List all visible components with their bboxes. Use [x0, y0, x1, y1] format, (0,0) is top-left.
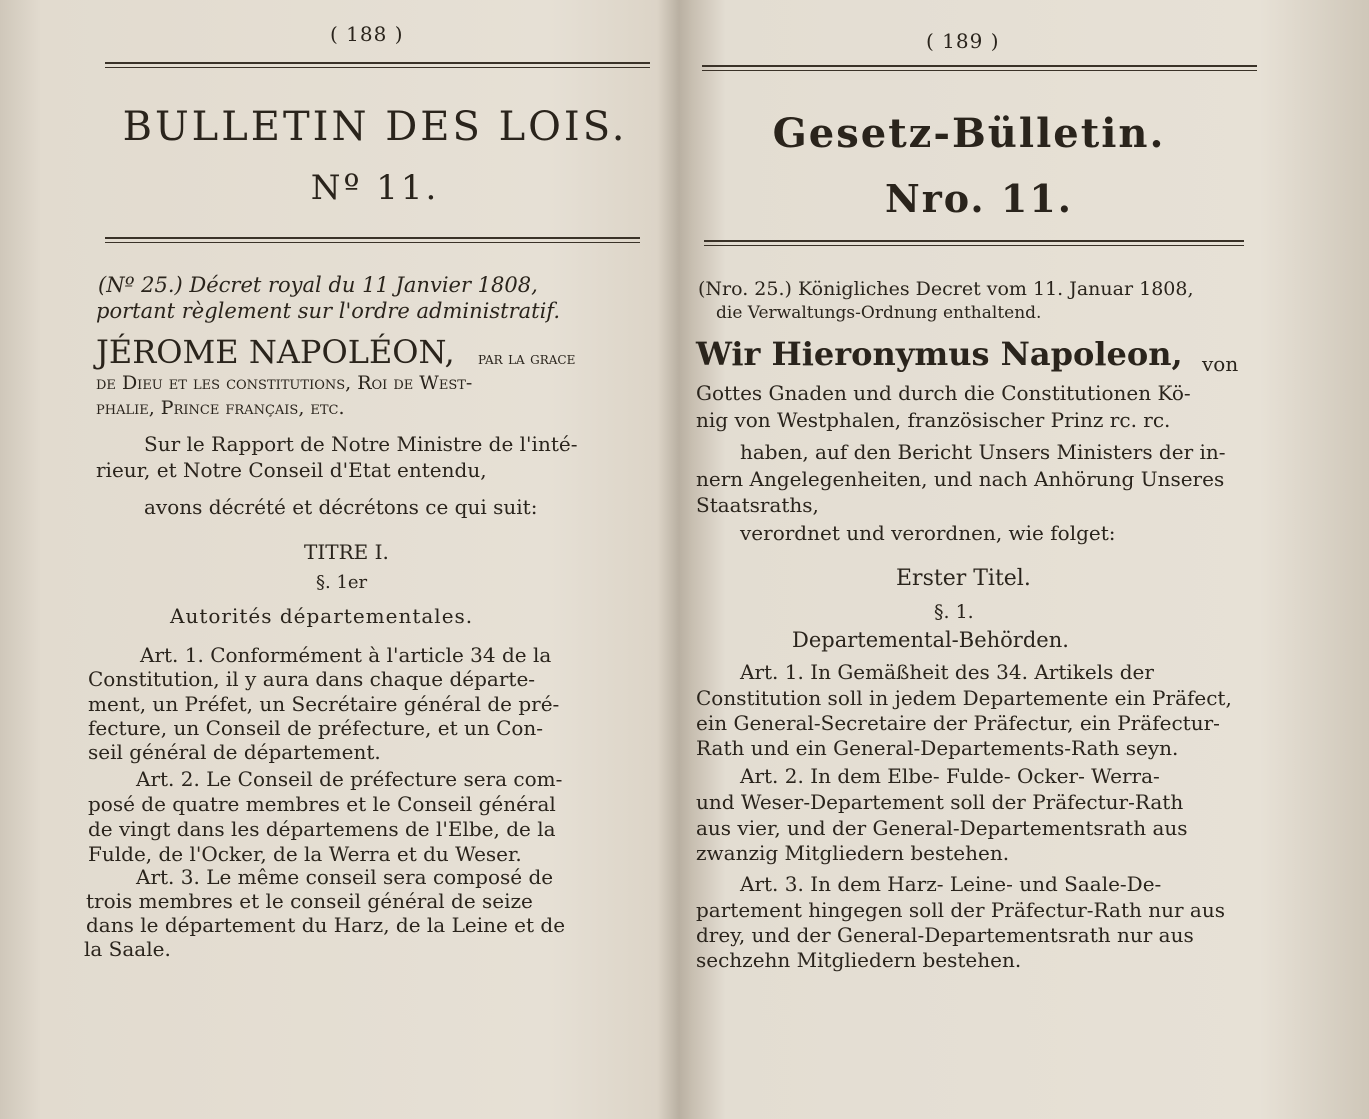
right-name: Wir Hieronymus Napoleon, — [696, 335, 1183, 373]
right-name-rest-1: von — [1202, 352, 1239, 376]
left-body-2: Constitution, il y aura dans chaque départe- — [88, 667, 536, 691]
right-mid-rule — [704, 240, 1244, 246]
left-body-5: seil général de département. — [88, 740, 381, 764]
left-page — [0, 0, 680, 1119]
left-decree-header-2: portant règlement sur l'ordre administratif. — [96, 299, 560, 323]
right-page — [684, 0, 1369, 1119]
left-name-rest-3: phalie, Prince français, etc. — [96, 397, 345, 419]
left-body-7: posé de quatre membres et le Conseil général — [88, 792, 556, 816]
left-body-1: Art. 1. Conformément à l'article 34 de la — [140, 643, 552, 667]
right-body-8: zwanzig Mitgliedern bestehen. — [696, 841, 1010, 865]
left-body-13: la Saale. — [84, 937, 171, 961]
right-decree-header-2: die Verwaltungs-Ordnung enthaltend. — [716, 303, 1042, 323]
left-page-number: ( 188 ) — [330, 22, 404, 46]
left-mid-rule — [105, 237, 640, 243]
left-section: §. 1er — [316, 572, 368, 593]
right-page-number: ( 189 ) — [926, 29, 1000, 53]
right-body-11: drey, und der General-Departementsrath nur aus — [696, 923, 1194, 947]
left-body-11: trois membres et le conseil général de seize — [86, 889, 533, 913]
right-section-title: Departemental-Behörden. — [792, 628, 1069, 652]
left-body-10: Art. 3. Le même conseil sera composé de — [136, 865, 554, 889]
left-name-rest-2: de Dieu et les constitutions, Roi de West- — [96, 372, 473, 394]
left-body-12: dans le département du Harz, de la Leine et de — [86, 913, 566, 937]
right-section: §. 1. — [934, 601, 974, 623]
left-decree-header-1: (Nº 25.) Décret royal du 11 Janvier 1808, — [98, 273, 538, 297]
right-decree-header-1: (Nro. 25.) Königliches Decret vom 11. Januar 1808, — [698, 278, 1194, 300]
right-preamble-1: haben, auf den Bericht Unsers Ministers der in- — [740, 440, 1226, 464]
right-body-9: Art. 3. In dem Harz- Leine- und Saale-De- — [740, 872, 1162, 896]
right-titre: Erster Titel. — [896, 566, 1031, 591]
left-name-rest-1: par la grace — [478, 349, 576, 369]
right-body-5: Art. 2. In dem Elbe- Fulde- Ocker- Werra- — [740, 764, 1160, 788]
left-body-3: ment, un Préfet, un Secrétaire général de pré- — [88, 692, 560, 716]
left-number: Nº 11. — [310, 168, 440, 208]
right-body-12: sechzehn Mitgliedern bestehen. — [696, 948, 1022, 972]
left-name: JÉROME NAPOLÉON, — [96, 333, 455, 371]
right-preamble-2: nern Angelegenheiten, und nach Anhörung Unseres — [696, 467, 1225, 491]
right-preamble-4: verordnet und verordnen, wie folget: — [740, 521, 1116, 545]
left-titre: TITRE I. — [304, 540, 389, 564]
left-title: BULLETIN DES LOIS. — [122, 104, 628, 150]
right-title: Gesetz-Bülletin. — [772, 110, 1166, 157]
left-body-9: Fulde, de l'Ocker, de la Werra et du Weser. — [88, 842, 522, 866]
left-preamble-2: rieur, et Notre Conseil d'Etat entendu, — [96, 458, 487, 482]
right-body-7: aus vier, und der General-Departementsrath aus — [696, 816, 1188, 840]
right-body-2: Constitution soll in jedem Departemente ein Präfect, — [696, 686, 1232, 710]
right-body-4: Rath und ein General-Departements-Rath seyn. — [696, 736, 1179, 760]
left-section-title: Autorités départementales. — [170, 604, 474, 628]
left-top-rule — [105, 62, 650, 68]
right-body-10: partement hingegen soll der Präfectur-Rath nur aus — [696, 898, 1226, 922]
right-preamble-3: Staatsraths, — [696, 493, 819, 517]
right-top-rule — [702, 65, 1257, 71]
right-name-rest-3: nig von Westphalen, französischer Prinz rc. rc. — [696, 408, 1171, 432]
right-number: Nro. 11. — [884, 176, 1073, 221]
left-body-8: de vingt dans les départemens de l'Elbe, de la — [88, 817, 556, 841]
left-body-4: fecture, un Conseil de préfecture, et un Con- — [88, 716, 544, 740]
right-name-rest-2: Gottes Gnaden und durch die Constitutionen Kö- — [696, 381, 1191, 405]
left-body-6: Art. 2. Le Conseil de préfecture sera com- — [136, 767, 563, 791]
right-body-3: ein General-Secretaire der Präfectur, ein Präfectur- — [696, 711, 1220, 735]
right-body-1: Art. 1. In Gemäßheit des 34. Artikels der — [740, 660, 1154, 684]
left-preamble-1: Sur le Rapport de Notre Ministre de l'inté- — [144, 432, 578, 456]
left-preamble-3: avons décrété et décrétons ce qui suit: — [144, 495, 538, 519]
right-body-6: und Weser-Departement soll der Präfectur-Rath — [696, 790, 1184, 814]
